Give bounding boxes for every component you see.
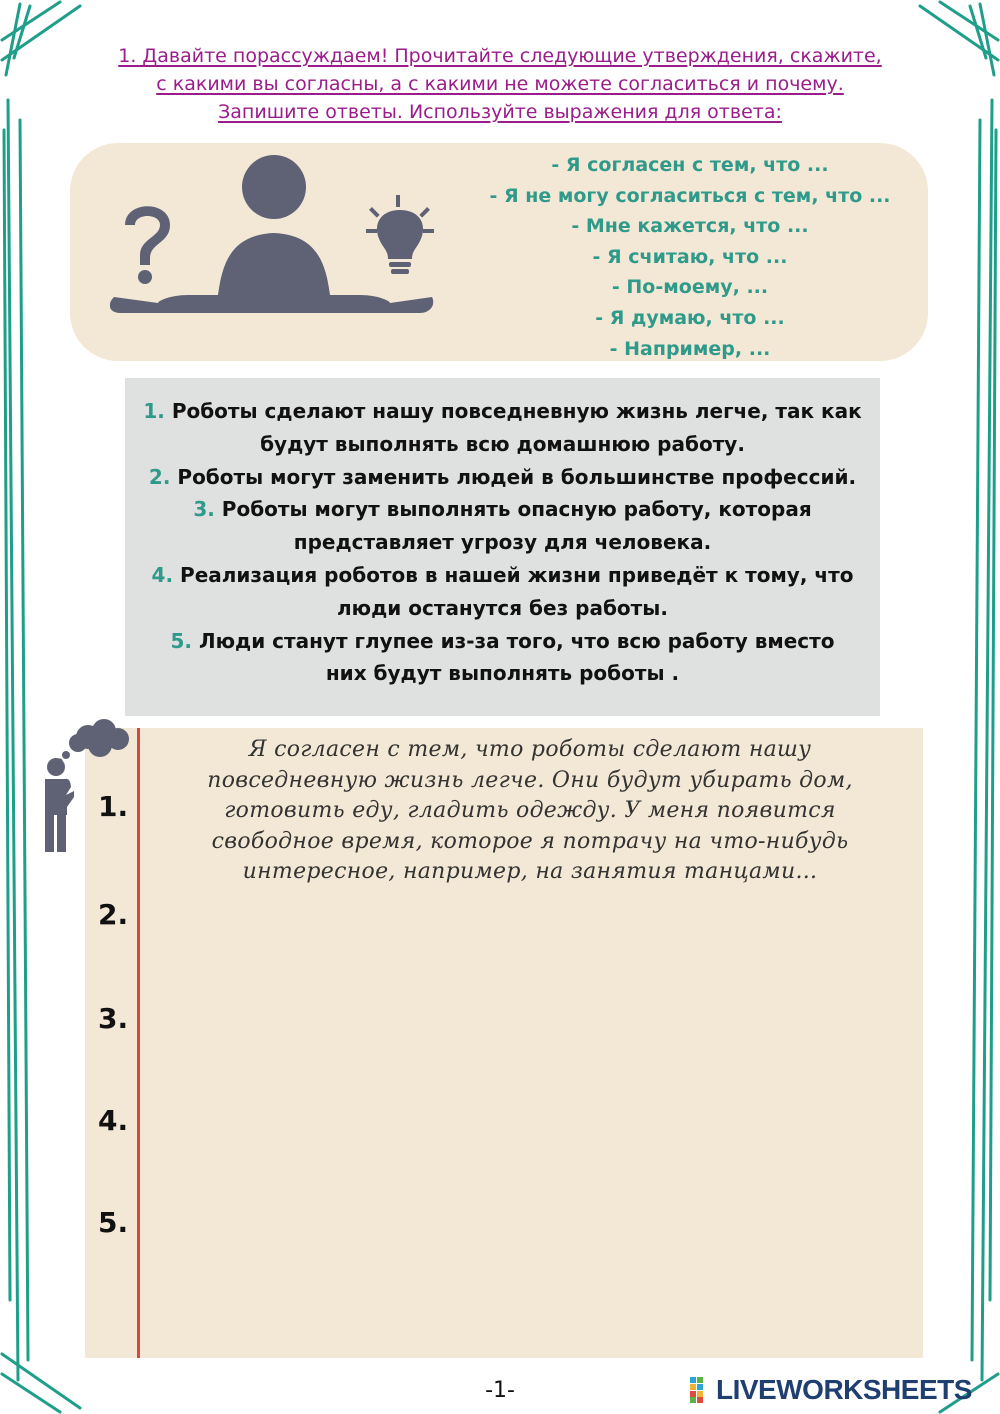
phrase-item: - По-моему, ... xyxy=(611,276,769,299)
phrase-item: - Мне кажется, что ... xyxy=(571,215,809,238)
liveworksheets-logo xyxy=(690,1372,972,1408)
phrase-item: - Я согласен с тем, что ... xyxy=(551,154,829,176)
phrase-item: - Я не могу согласиться с тем, что ... xyxy=(489,184,891,207)
phrase-item: - Я считаю, что ... xyxy=(592,245,788,268)
logo-text: LIVEWORKSHEETS xyxy=(716,1374,972,1405)
logo-icon xyxy=(690,1377,712,1403)
answer-number: 3. xyxy=(98,1002,129,1035)
statement-item xyxy=(125,625,880,658)
phrase-item: - Например, ... xyxy=(609,337,771,360)
statement-line: Реализация роботов в нашей жизни приведёт к тому, что xyxy=(180,562,854,587)
statement-line: Роботы могут заменить людей в большинстве профессий. xyxy=(177,464,857,489)
lightbulb-icon xyxy=(366,195,434,274)
answer-number: 4. xyxy=(98,1104,129,1137)
title-line: с какими вы согласны, а с какими не можете согласиться и почему. xyxy=(156,73,844,95)
phrase-item: - Я думаю, что ... xyxy=(595,306,785,329)
handwriting-line: свободное время, которое я потрачу на что-нибудь xyxy=(211,828,849,854)
person-shrug-icon xyxy=(110,155,440,320)
statement-line: Люди станут глупее из-за того, что всю работу вместо xyxy=(198,628,835,653)
statement-item xyxy=(125,493,880,526)
answer-1-text xyxy=(160,735,900,888)
thinking-person-icon xyxy=(38,715,133,855)
answer-number: 2. xyxy=(98,898,129,931)
statement-number: 5. xyxy=(170,628,193,653)
title-line: 1. Давайте порассуждаем! Прочитайте следующие утверждения, скажите, xyxy=(118,45,882,67)
handwriting-line: интересное, например, на занятия танцами... xyxy=(242,859,818,884)
title-line: Запишите ответы. Используйте выражения для ответа: xyxy=(218,101,782,123)
statements-list xyxy=(125,395,880,690)
handwriting-line: повседневную жизнь легче. Они будут убирать дом, xyxy=(207,767,853,793)
answer-number: 1. xyxy=(98,790,129,823)
question-mark-icon xyxy=(125,206,170,265)
statement-item xyxy=(125,395,880,428)
page-number: -1- xyxy=(485,1378,515,1403)
statement-item xyxy=(125,559,880,592)
statement-number: 2. xyxy=(148,464,171,489)
answer-number: 5. xyxy=(98,1206,129,1239)
statement-line: них будут выполнять роботы . xyxy=(325,661,680,686)
statement-number: 4. xyxy=(151,562,174,587)
statement-line: Роботы сделают нашу повседневную жизнь легче, так как xyxy=(171,399,862,423)
statement-number: 3. xyxy=(193,497,215,522)
statement-line: люди останутся без работы. xyxy=(337,595,668,620)
statement-item xyxy=(125,461,880,494)
statement-number: 1. xyxy=(143,399,165,423)
statement-line: представляет угрозу для человека. xyxy=(293,530,712,555)
task-instructions xyxy=(40,42,960,126)
phrase-list xyxy=(455,150,925,364)
statement-line: Роботы могут выполнять опасную работу, которая xyxy=(221,497,812,522)
handwriting-line: Я согласен с тем, что роботы сделают нашу xyxy=(248,737,812,762)
handwriting-line: готовить еду, гладить одежду. У меня появится xyxy=(224,798,836,823)
thought-cloud-icon xyxy=(58,719,130,764)
statement-line: будут выполнять всю домашнюю работу. xyxy=(260,431,745,456)
